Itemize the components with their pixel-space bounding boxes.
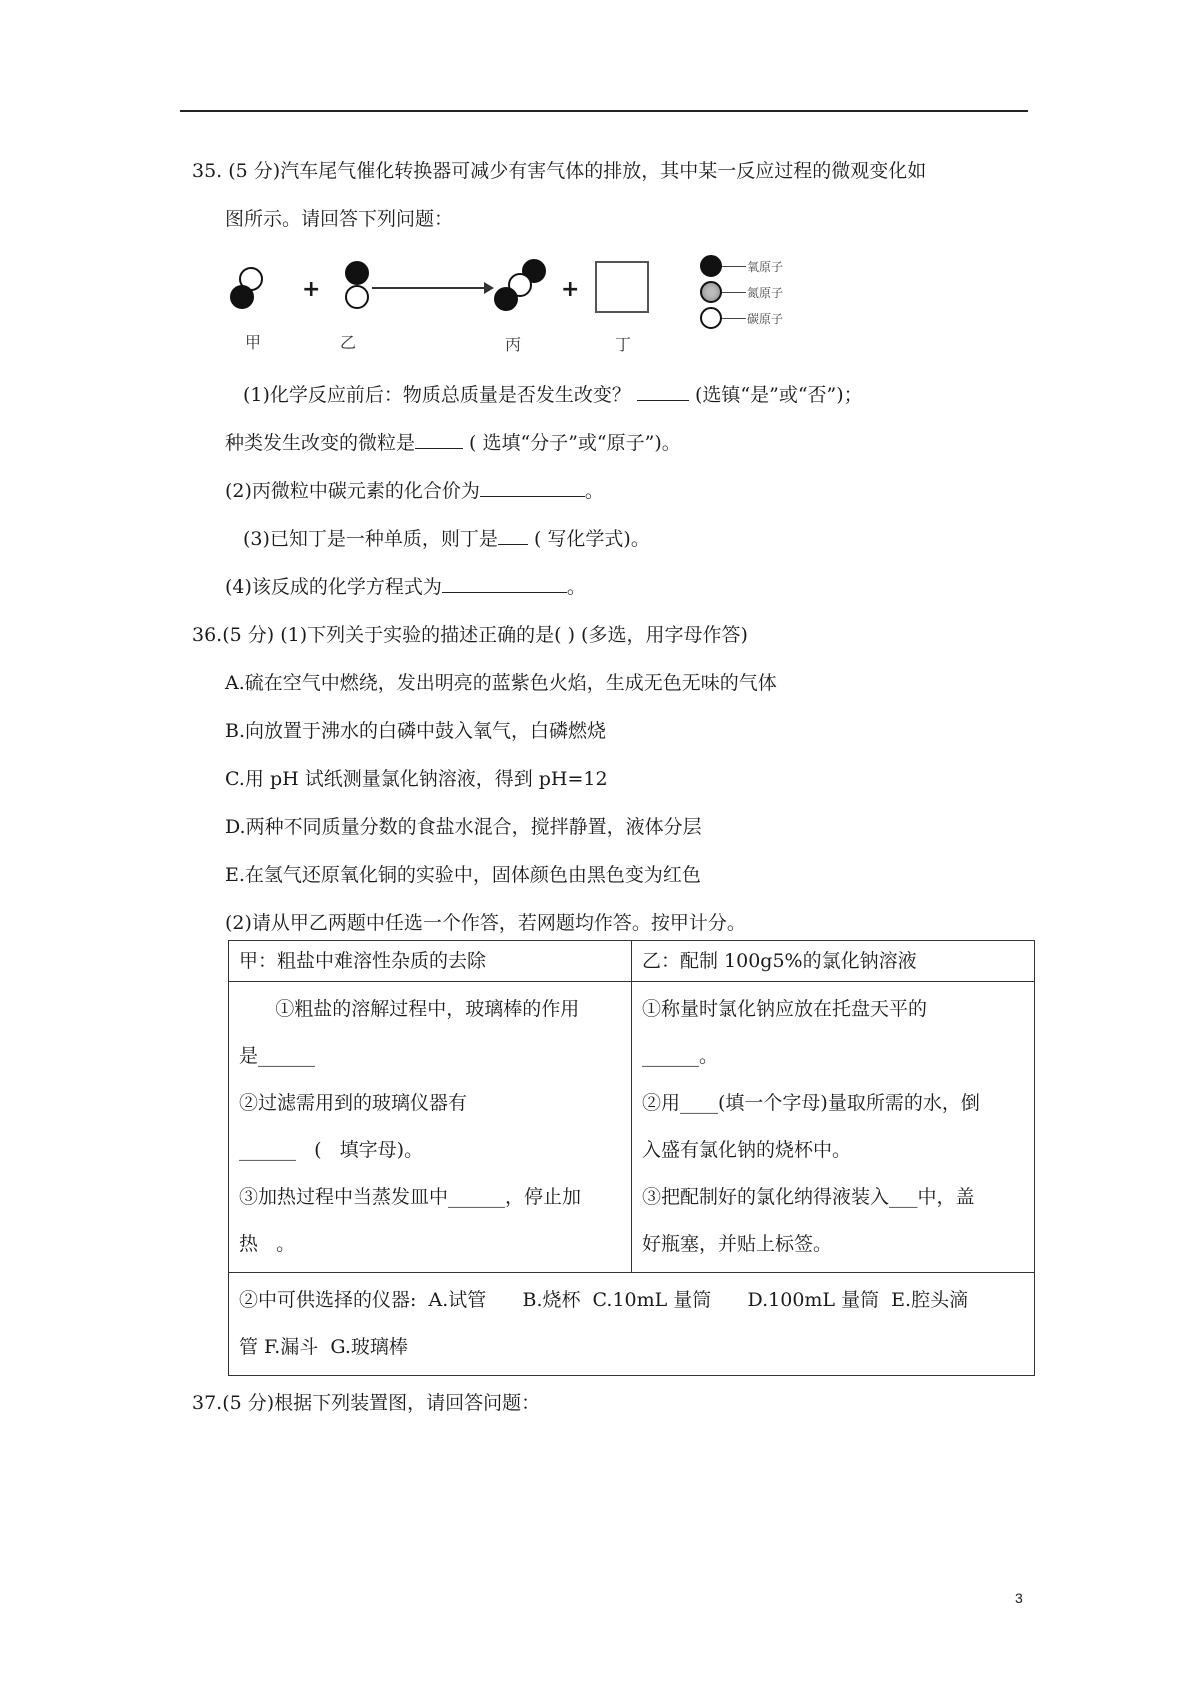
q35-part3-tail: ( 写化学式)。 [527, 528, 650, 550]
plus-sign-2: + [561, 277, 580, 302]
q36-part2: (2)请从甲乙两题中任选一个作答，若网题均作答。按甲计分。 [225, 912, 746, 934]
q35-line2: 图所示。请回答下列问题： [225, 208, 454, 230]
legend-oxygen-label: 氧原子 [747, 260, 784, 274]
reaction-arrow [372, 287, 492, 289]
footer-line-1: ②中可供选择的仪器: A.试管 B.烧杯 C.10mL 量筒 D.100mL 量筒 E.腔头滴 [239, 1289, 969, 1311]
table-header-row [229, 941, 1035, 982]
reactant-b-black-atom [345, 261, 369, 285]
legend-carbon-atom [700, 307, 722, 329]
right-line-2: ______。 [642, 1045, 719, 1067]
left-line-1: ①粗盐的溶解过程中，玻璃棒的作用 [239, 998, 580, 1020]
legend-leader-3 [722, 318, 746, 319]
q35-part1-line2 [225, 430, 681, 456]
table-footer-row [229, 1273, 1035, 1376]
q35-part4 [225, 574, 586, 600]
label-yi: 乙 [340, 333, 357, 352]
q35-part4-tail: 。 [566, 576, 586, 598]
q36-option-d: D.两种不同质量分数的食盐水混合，搅拌静置，液体分层 [225, 816, 702, 838]
left-line-2: 是______ [239, 1045, 316, 1067]
legend-leader-2 [722, 292, 746, 293]
table-right-cell [632, 982, 1035, 1273]
right-line-1: ①称量时氯化钠应放在托盘天平的 [642, 998, 928, 1020]
experiment-table [228, 940, 1035, 1376]
legend-carbon-label: 碳原子 [747, 312, 784, 326]
reactant-b-white-atom [345, 285, 369, 309]
q36-head: 36.(5 分) (1)下列关于实验的描述正确的是( ) (多选，用字母作答) [192, 624, 748, 646]
q35-part2-tail: 。 [584, 480, 604, 502]
legend-nitrogen-label: 氮原子 [747, 286, 784, 300]
q36-option-b: B.向放置于沸水的白磷中鼓入氧气，白磷燃烧 [225, 720, 607, 742]
right-line-3: ②用____(填一个字母)量取所需的水，倒 [642, 1092, 980, 1114]
label-ding: 丁 [615, 335, 632, 354]
q35-part1b-tail: ( 选填“分子”或“原子”)。 [463, 432, 681, 454]
product-c-black-atom-bottom [494, 287, 518, 311]
q35-part3-blank[interactable] [498, 526, 528, 545]
header-rule [180, 110, 1028, 112]
q35-part1b-text: 种类发生改变的微粒是 [225, 432, 416, 454]
page-number: 3 [1015, 1590, 1023, 1606]
table-head-right: 乙：配制 100g5%的氯化钠溶液 [632, 941, 1035, 982]
right-line-5: ③把配制好的氯化纳得液装入___中，盖 [642, 1186, 975, 1208]
q36-option-e: E.在氢气还原氧化铜的实验中，固体颜色由黑色变为红色 [225, 864, 701, 886]
q35-part2-text: (2)丙微粒中碳元素的化合价为 [225, 480, 480, 502]
table-body-row [229, 982, 1035, 1273]
table-head-left: 甲：粗盐中难溶性杂质的去除 [229, 941, 632, 982]
table-footer-cell [229, 1273, 1035, 1376]
left-line-3: ②过滤需用到的玻璃仪器有 [239, 1092, 468, 1114]
right-line-4: 入盛有氯化钠的烧杯中。 [642, 1139, 852, 1161]
q35-part3 [243, 526, 650, 552]
q35-part1-line1 [243, 382, 863, 408]
q35-part1-blank-b[interactable] [415, 430, 463, 449]
unknown-product-box [595, 261, 649, 313]
footer-line-2: 管 F.漏斗 G.玻璃棒 [239, 1336, 408, 1358]
reaction-diagram [225, 255, 805, 360]
right-line-6: 好瓶塞，并贴上标签。 [642, 1233, 833, 1255]
label-bing: 丙 [505, 335, 522, 354]
q35-part4-text: (4)该反成的化学方程式为 [225, 576, 442, 598]
left-line-4: ______ ( 填字母)。 [239, 1139, 424, 1161]
q35-part2 [225, 478, 604, 504]
legend-nitrogen-atom [700, 281, 722, 303]
q36-option-c: C.用 pH 试纸测量氯化钠溶液，得到 pH=12 [225, 768, 608, 790]
q35-part1-tail: (选镇“是”或“否”)； [688, 384, 863, 406]
reactant-a-black-atom [230, 285, 254, 309]
label-jia: 甲 [245, 333, 262, 352]
q35-part2-blank[interactable] [480, 478, 585, 497]
q35-part1-blank-a[interactable] [637, 382, 689, 401]
q37-head: 37.(5 分)根据下列装置图，请回答问题： [192, 1392, 541, 1414]
left-line-5: ③加热过程中当蒸发皿中______，停止加 [239, 1186, 582, 1208]
left-line-6: 热 。 [239, 1233, 296, 1255]
legend-oxygen-atom [700, 255, 722, 277]
legend-leader-1 [722, 266, 746, 267]
q35-line1: 35. (5 分)汽车尾气催化转换器可减少有害气体的排放，其中某一反应过程的微观变化如 [192, 160, 927, 182]
plus-sign-1: + [302, 277, 321, 302]
q35-part4-blank[interactable] [442, 574, 567, 593]
q36-option-a: A.硫在空气中燃绕，发出明亮的蓝紫色火焰，生成无色无味的气体 [225, 672, 777, 694]
q35-part3-text: (3)已知丁是一种单质，则丁是 [243, 528, 498, 550]
table-left-cell [229, 982, 632, 1273]
q35-part1-text: (1)化学反应前后：物质总质量是否发生改变？ [243, 384, 637, 406]
